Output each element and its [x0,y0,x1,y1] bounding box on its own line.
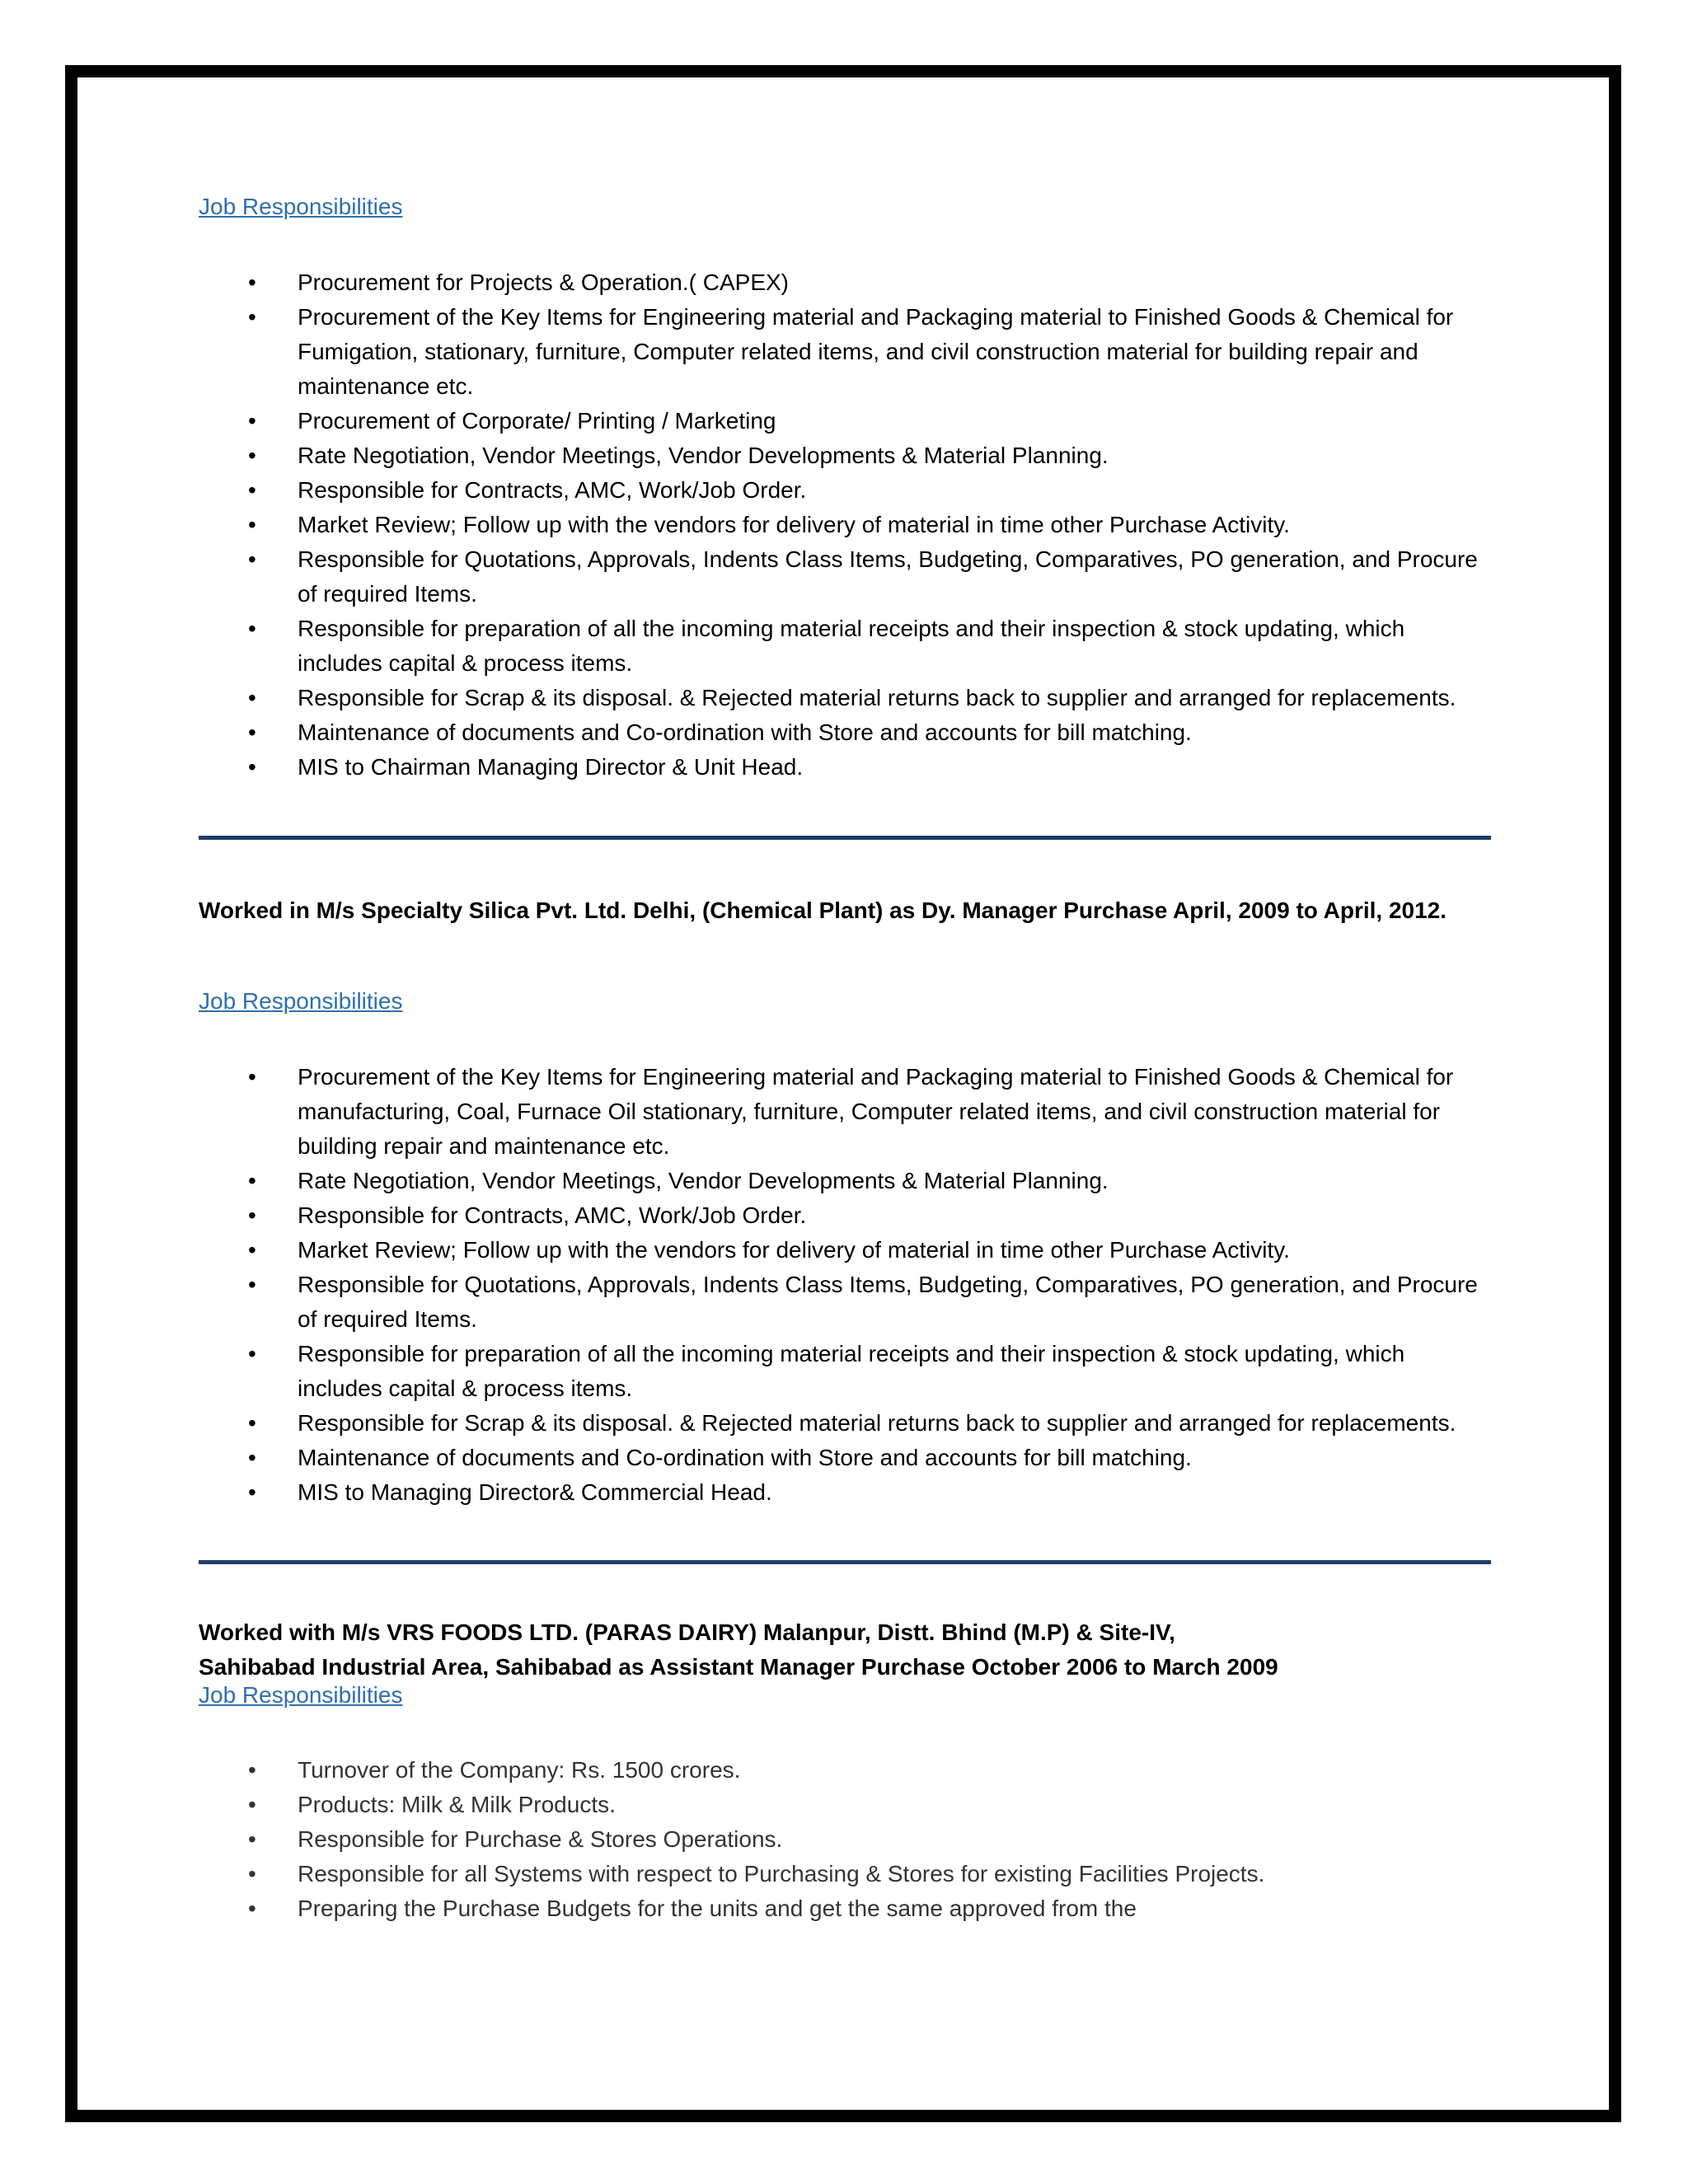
bullet-icon: • [248,1792,256,1817]
section-divider [199,1560,1491,1564]
bullet-icon: • [248,1237,256,1263]
job-heading [199,1615,1491,1685]
list-item: • Responsible for Contracts, AMC, Work/Job Order. [199,473,1491,508]
list-item: • Procurement of Corporate/ Printing / Marketing [199,404,1491,438]
bullet-icon: • [248,269,256,295]
bullet-icon: • [248,1896,256,1921]
list-item: • Market Review; Follow up with the vendors for delivery of material in time other Purchase Activity. [199,508,1491,542]
list-item: • Responsible for Contracts, AMC, Work/Job Order. [199,1198,1491,1233]
job-heading-line: Worked with M/s VRS FOODS LTD. (PARAS DAIRY) Malanpur, Distt. Bhind (M.P) & Site-IV, [199,1619,1175,1645]
list-item: • MIS to Managing Director& Commercial Head. [199,1475,1491,1510]
bullet-icon: • [248,1341,256,1366]
bullet-icon: • [248,1757,256,1783]
responsibilities-list [199,1060,1491,1510]
bullet-icon: • [248,443,256,468]
list-item: • Responsible for Scrap & its disposal. & Rejected material returns back to supplier and arranged for replacements. [199,1406,1491,1441]
list-item: • Maintenance of documents and Co-ordination with Store and accounts for bill matching. [199,1441,1491,1475]
bullet-icon: • [248,1272,256,1297]
responsibilities-list [199,1753,1491,1926]
list-item: • Turnover of the Company: Rs. 1500 crores. [199,1753,1491,1788]
list-item: • Responsible for Quotations, Approvals, Indents Class Items, Budgeting, Comparatives, PO generation, and Procure of required Items. [199,542,1491,612]
bullet-icon: • [248,1064,256,1090]
bullet-icon: • [248,719,256,745]
bullet-icon: • [248,1168,256,1193]
bullet-icon: • [248,1826,256,1852]
job-heading: Worked in M/s Specialty Silica Pvt. Ltd. Delhi, (Chemical Plant) as Dy. Manager Purchase April, 2009 to April, 2012. [199,898,1447,923]
bullet-icon: • [248,1410,256,1436]
list-item: • Responsible for preparation of all the incoming material receipts and their inspection & stock updating, which includes capital & process items. [199,1337,1491,1406]
bullet-icon: • [248,616,256,641]
list-item: • Preparing the Purchase Budgets for the units and get the same approved from the [199,1891,1491,1926]
bullet-icon: • [248,754,256,780]
list-item: • Rate Negotiation, Vendor Meetings, Vendor Developments & Material Planning. [199,438,1491,473]
list-item: • Responsible for all Systems with respect to Purchasing & Stores for existing Facilities Projects. [199,1857,1491,1891]
list-item: • Market Review; Follow up with the vendors for delivery of material in time other Purchase Activity. [199,1233,1491,1268]
job-responsibilities-link[interactable]: Job Responsibilities [199,194,403,219]
bullet-icon: • [248,1479,256,1505]
bullet-icon: • [248,1202,256,1228]
list-item: • Responsible for preparation of all the incoming material receipts and their inspection & stock updating, which includes capital & process items. [199,612,1491,681]
list-item: • Maintenance of documents and Co-ordination with Store and accounts for bill matching. [199,715,1491,750]
bullet-icon: • [248,512,256,537]
responsibilities-list [199,265,1491,785]
section-divider [199,836,1491,840]
bullet-icon: • [248,1861,256,1886]
list-item: • Responsible for Quotations, Approvals, Indents Class Items, Budgeting, Comparatives, PO generation, and Procure of required Items. [199,1268,1491,1337]
bullet-icon: • [248,477,256,503]
job-responsibilities-link[interactable]: Job Responsibilities [199,1682,403,1708]
bullet-icon: • [248,546,256,572]
bullet-icon: • [248,1445,256,1470]
list-item: • Responsible for Scrap & its disposal. & Rejected material returns back to supplier and arranged for replacements. [199,681,1491,715]
list-item: • MIS to Chairman Managing Director & Unit Head. [199,750,1491,785]
list-item: • Procurement for Projects & Operation.( CAPEX) [199,265,1491,300]
bullet-icon: • [248,685,256,710]
list-item: • Procurement of the Key Items for Engineering material and Packaging material to Finished Goods & Chemical for Fumigation, stationary, furniture, Computer related items, and civil construction material for building repair and maintenance etc. [199,300,1491,404]
list-item: • Rate Negotiation, Vendor Meetings, Vendor Developments & Material Planning. [199,1164,1491,1198]
bullet-icon: • [248,304,256,330]
job-responsibilities-link[interactable]: Job Responsibilities [199,988,403,1014]
list-item: • Products: Milk & Milk Products. [199,1788,1491,1822]
job-heading-line: Sahibabad Industrial Area, Sahibabad as Assistant Manager Purchase October 2006 to March 2009 [199,1654,1278,1680]
list-item: • Procurement of the Key Items for Engineering material and Packaging material to Finished Goods & Chemical for manufacturing, Coal, Furnace Oil stationary, furniture, Computer related items, and civil construction material for building repair and maintenance etc. [199,1060,1491,1164]
list-item: • Responsible for Purchase & Stores Operations. [199,1822,1491,1857]
bullet-icon: • [248,408,256,434]
